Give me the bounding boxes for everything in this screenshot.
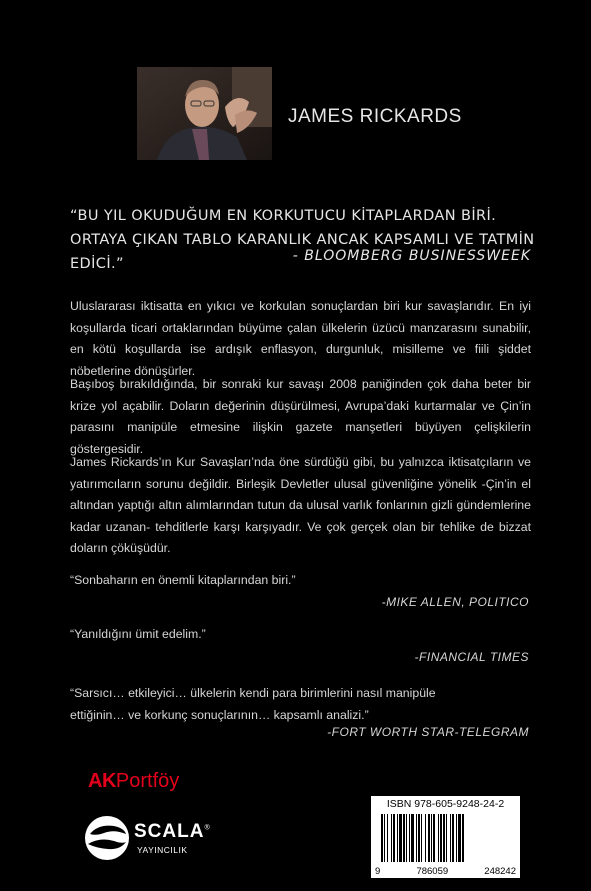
barcode-bar [450,814,451,862]
barcode-bar [384,814,385,862]
barcode-digits [375,866,516,877]
scala-name-text: SCALA [134,821,205,842]
barcode-bar [425,814,426,862]
description-paragraph: James Rickards’ın Kur Savaşları’nda öne sürdüğü gibi, bu yalnızca iktisatçıların ve yatırımcıların sorunu değildir. Birleşik Devletler ulusal güvenliğine yönelik -Çin’in el altından yaptığı altın alımlarından tutun da ulusal varlık fonlarının gizli gündemlerine kadar uzanan- tehditlerle karşı karşıyadır. Ve çok gerçek olan bir tehlike de bizzat doların çöküşüdür. [70,455,531,555]
barcode-bar [452,814,454,862]
scala-logo [84,815,224,863]
author-name: JAMES RICKARDS [288,106,462,127]
portfoy-logo-text: Portföy [115,770,180,792]
barcode-bar [381,814,383,862]
registered-mark: ® [204,824,211,832]
barcode-bar [428,814,430,862]
barcode-digit-group: 248242 [484,866,516,877]
barcode-bar [391,814,392,862]
barcode-bar [403,814,405,862]
barcode-bar [416,814,417,862]
description-paragraph: Uluslararası iktisatta en yıkıcı ve korkulan sonuçlardan biri kur savaşlarıdır. En iyi koşullarda ticari ortaklarından büyüme çalan ülkelerin üzücü manzarasını sunabilir, en kötü koşullarda ise ardışık enflasyon, durgunluk, misilleme ve fiili şiddet nöbetlerine dönüşürler. [70,299,531,378]
barcode-bar [443,814,445,862]
barcode-bar [397,814,398,862]
barcode-bar [406,814,407,862]
barcode-bar [446,814,447,862]
author-photo [137,67,272,160]
barcode-bar [421,814,422,862]
barcode-bar [418,814,420,862]
isbn-barcode-box [371,796,520,878]
barcode-bar [387,814,388,862]
barcode-bar [411,814,414,862]
review-quote: “Sonbaharın en önemli kitaplarından biri.” [70,573,296,587]
barcode-bar [399,814,402,862]
review-quote-line: ettiğinin… ve korkunç sonuçlarının… kapsamlı analizi.” [70,707,369,722]
review-source: -FORT WORTH STAR-TELEGRAM [327,725,529,739]
barcode-digit-group: 9 [375,866,381,877]
barcode-icon [377,814,514,864]
barcode-bar [456,814,457,862]
review-quote-line: “Sarsıcı… etkileyici… ülkelerin kendi para birimlerini nasıl manipüle [70,686,436,700]
barcode-bar [393,814,395,862]
scala-subtitle: YAYINCILIK [137,845,188,855]
main-quote-source: - BLOOMBERG BUSINESSWEEK [292,248,531,264]
barcode-bar [431,814,432,862]
description-paragraph: Başıboş bırakıldığında, bir sonraki kur savaşı 2008 paniğinden çok daha beter bir krize yol açabilir. Doların değerinin düşürülmesi, Avrupa’daki kurtarmalar ve Çin’in parasını manipüle etmesine ilişkin gazete manşetleri büyüyen çelişkilerin göstergesidir. [70,377,531,456]
review-quote: “Yanıldığını ümit edelim.” [70,627,206,641]
main-quote: “BU YIL OKUDUĞUM EN KORKUTUCU KİTAPLARDAN BİRİ. ORTAYA ÇIKAN TABLO KARANLIK ANCAK KAPSAMLI VE TATMİN EDİCİ.” [70,208,535,272]
barcode-bar [462,814,464,862]
ak-portfoy-logo [88,770,179,793]
scala-name [134,821,211,843]
author-portrait-image [137,67,272,160]
review-source: -MIKE ALLEN, POLITICO [381,595,529,609]
barcode-bar [458,814,461,862]
barcode-bar [409,814,410,862]
review-source: -FINANCIAL TIMES [414,650,529,664]
barcode-bar [440,814,442,862]
scala-swirl-icon [84,815,130,861]
ak-logo-text: AK [88,770,116,792]
barcode-digit-group: 786059 [416,866,449,877]
barcode-bar [433,814,435,862]
review-quote [70,683,436,726]
isbn-label: ISBN 978-605-9248-24-2 [386,798,505,810]
barcode-bar [438,814,439,862]
